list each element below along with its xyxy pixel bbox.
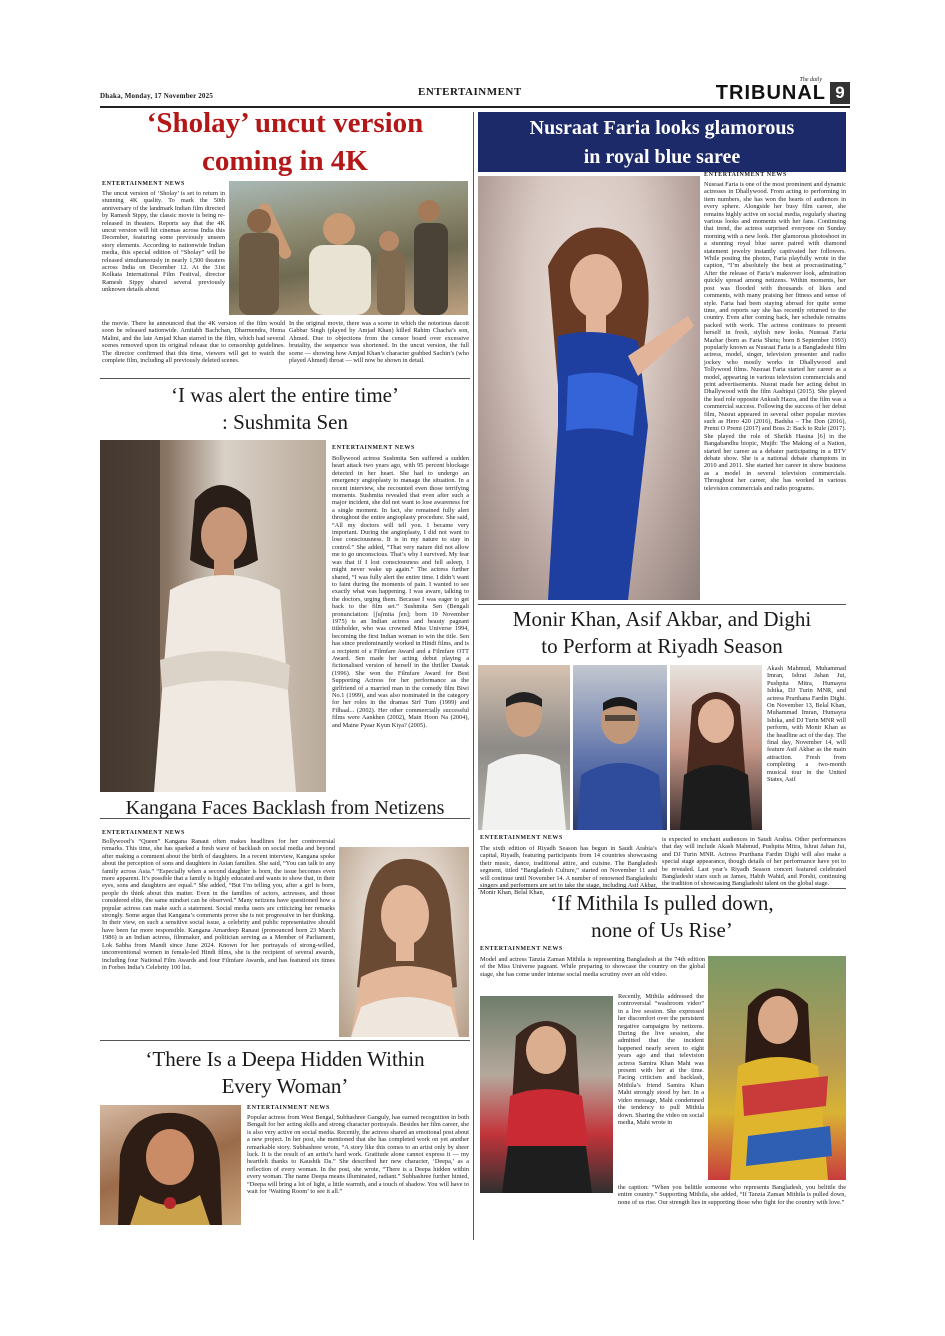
nusraat-body: Nusraat Faria is one of the most prominent and dynamic actresses in Dhallywood. From acting to performing in item numbers, she has won the hearts of audiences in every sphere. Alongside her busy film career, she remains highly active on social media, regularly sharing various looks and moments with her fans. Continuing that trend, the actress surprised everyone on Sunday morning with a new look. Her glamorous photoshoot in a stunning royal blue saree paired with diamond statement jewelry instantly captivated her followers. While posting the photos, Faria playfully wrote in the caption, “I’m absolutely the best at procrastinating.” After the release of Faria’s makeover look, admiration quickly spread among netizens. Within moments, her post was flooded with thousands of likes and comments, with many praising her fitness and sense of style. Faria had been staying abroad for quite some time, and reports say she has recently returned to the country. Even after coming back, her schedule remains packed with work. The actress continues to present herself in fresh, stylish new looks. Nusraat Faria Mazhar (born as Faria Shetu; born 8 September 1993) popularly known as Nusraat Faria is a Bangladeshi film actress, model, singer, television presenter and radio jockey who mostly works in Dhallywood and Tollywood films. Nusraat Faria started her career as a model, appearing in various television commercials and print advertisements. Nusrat made her acting debut in Dhallywood with the film Aashiqui (2015). She played the lead role opposite Ankush Hazra, and the film was a commercial success. Following the success of her debut film, Nusrat appeared in several other popular movies such as Hero 420 (2016), Badsha – The Don (2016), Premi O Premi (2017) and Boss 2: Back to Rule (2017). She played the role of Sheikh Hasina [6] in the Bangabandhu biopic, Mujib: The Making of a Nation, started her career as a debater participating in a BTV debate show. She is a national debate champions in 2010 and 2011. She started her career in show business as a model in several television commercials. Throughout her career, she has worked in various television commercials and radio programs. <box>704 181 846 492</box>
mithila-headline <box>478 890 846 944</box>
sholay-body-left: The uncut version of ‘Sholay’ is set to return in stunning 4K quality. To mark the 50th anniversary of the landmark Indian film directed by Ramesh Sippy, the classic movie is being re-released in theaters. Reports say that the 4K uncut version will hit cinemas across India this December, featuring some previously unseen story elements. According to nationwide Indian media, this special edition of “Sholay” will be released simultaneously in nearly 1,500 theaters across India on December 12. At the 31st Kolkata International Film Festival, director Ramesh Sippy shared several previously unknown details about <box>102 190 225 294</box>
dighi-photo <box>670 665 762 830</box>
sholay-headline <box>100 104 470 180</box>
riyadh-headline-line-2: to Perform at Riyadh Season <box>541 634 783 658</box>
sushmita-headline-line-1: ‘I was alert the entire time’ <box>171 383 399 407</box>
sholay-body-right: In the original movie, there was a scene in which the notorious dacoit Gabbar Singh (played by Amjad Khan) killed Rahim Chacha’s son, Ahmed. Due to objections from the censor board over excessive brutality, the sequence was shortened. In the uncut version, the full scene — showing how Amjad Khan’s character grabbed Sachin’s (who played Ahmed) throat — will now be shown in detail. <box>289 320 469 365</box>
deepa-kicker: ENTERTAINMENT NEWS <box>247 1105 330 1111</box>
mithila-body-bottom: the caption: “When you belittle someone who represents Bangladesh, you belittle the entire country.” Supporting Mithila, she added, “If Tanzia Zaman Mithila is pulled down, none of us rise. Our strength lies in supporting those who fight for the country with love.” <box>618 1184 846 1206</box>
kangana-headline: Kangana Faces Backlash from Netizens <box>125 797 445 819</box>
sholay-kicker: ENTERTAINMENT NEWS <box>102 181 185 187</box>
dighi-figure <box>670 665 762 830</box>
kangana-photo-figure <box>339 847 469 1037</box>
monir-khan-figure <box>478 665 570 830</box>
nusraat-headline <box>478 112 846 172</box>
riyadh-kicker: ENTERTAINMENT NEWS <box>480 835 563 841</box>
asif-akbar-photo <box>573 665 667 830</box>
sushmita-body: Bollywood actress Sushmita Sen suffered a sudden heart attack two years ago, with 95 percent blockage detected in her heart. She had to undergo an emergency angioplasty to manage the situation. In a recent interview, she recounted even those terrifying moments. Sushmita revealed that even after such a major incident, she did not want to lose awareness for a single moment. In fact, she remained fully alert throughout the entire angioplasty procedure. She said, “All my doctors will tell you. I became very important. During the angioplasty, I did not want to lose consciousness. It is in my nature to stay in control.” She added, “That very nature did not allow me to go unconscious. That’s why I survived. My fear was that if I lost consciousness and fell asleep, I might never wake up again.” The actress further shared, “I was fully alert the entire time. I didn’t want to faint during the moments of pain. I wanted to see exactly what was happening. I was aware, talking to the doctors, urging them. Because I was eager to get back to the film set.” Sushmita Sen (Bengali pronunciation: [ʃuʃmita ʃen]; born 19 November 1975) is an Indian actress and beauty pageant titleholder, who was crowned Miss Universe 1994, becoming the first Indian woman to win the title. Sen has since predominantly worked in Hindi films, and is a recipient of a Filmfare Award and a Filmfare OTT Award. Sen made her acting debut playing a fictionalised version of herself in the thriller Dastak (1996). She won the Filmfare Award for Best Supporting Actress for her performance as the girlfriend of a married man in the comedy film Biwi No.1 (1999), and was also nominated in the category for her roles in the dramas Sirf Tum (1999) and Filhaal... (2002). Her other commercially successful films were Aankhen (2002), Main Hoon Na (2004), and Maine Pyaar Kyun Kiya? (2005). <box>332 455 469 729</box>
section-title: ENTERTAINMENT <box>418 86 522 98</box>
nusraat-photo <box>478 176 700 600</box>
mithila-figure-1 <box>480 996 613 1193</box>
kangana-kicker: ENTERTAINMENT NEWS <box>102 830 185 836</box>
brand-logo <box>715 77 850 104</box>
mithila-body-mid: Recently, Mithila addressed the controversial “washroom video” in a live session. She expressed her discomfort over the persistent negative campaigns by netizens. During the live session, she admitted that the incident happened nearly seven to eight years ago and that television actress Samira Khan Mahi was present with her at the time. Facing criticism and backlash, Mithila’s friend Samira Khan Mahi strongly stood by her. In a video message, Mahi condemned the tendency to pull Mithila down. Sharing the video on social media, Mahi wrote in <box>618 993 704 1126</box>
kangana-body: Bollywood’s “Queen” Kangana Ranaut often makes headlines for her controversial remarks. This time, she has sparked a fresh wave of backlash on social media and beyond after making a comment about the birth of daughters. In a recent interview, Kangana spoke about the perception of sons and daughters in Asian families. She said, “You can talk to any family across Asia.” “Especially when a second daughter is born, the issue becomes even more apparent. It’s possible that a family is highly educated and wants to show that, in their eyes, sons and daughters are equal.” She added, “But I’m telling you, after a girl is born, people do think about this matter. Even in the families of actors, actresses, and those considered elite, the same mindset can be observed.” Many netizens have questioned how a popular actress can make such a statement. Social media users are criticizing her remarks strongly. Some argue that Kangana’s comments prove she is not progressive in her thinking. In their view, on such a sensitive social issue, a celebrity and public representative should have been far more responsible. Kangana Amardeep Ranaut (pronounced born 23 March 1986) is an Indian actress, filmmaker, and politician serving as a Member of Parliament, Lok Sabha from Mandi since June 2024. Known for her portrayals of strong-willed, unconventional women in female-led Hindi films, she is the recipient of several awards, including four National Film Awards and four Filmfare Awards, and has featured six times in Forbes India’s Celebrity 100 list. <box>102 838 335 971</box>
riyadh-body-left: The sixth edition of Riyadh Season has begun in Saudi Arabia’s capital, Riyadh, featuring participants from 14 countries showcasing their music, dance, traditional attire, and cuisine. The Bangladesh segment, titled “Bangladesh Culture,” started on November 11 and will continue until November 14. A number of renowned Bangladeshi singers and performers are set to take the stage, including Asif Akbar, Monir Khan, Belal Khan, <box>480 845 657 897</box>
sushmita-photo <box>100 440 326 792</box>
riyadh-body-bottom: is expected to enchant audiences in Saudi Arabia. Other performances that day will include Akash Mahmud, Pushpita Mitra, Ishrat Jahan Jui, and DJ Turin MNR. Actress Prarthana Fardin Dighi will also make a special stage appearance, though details of her performance have yet to be revealed. Last year’s Riyadh Season concert featured celebrated Bangladeshi stars such as James, Habib Wahid, and Porshi, continuing the tradition of showcasing Bangladeshi talent on the global stage. <box>662 836 846 888</box>
sholay-photo <box>229 181 468 315</box>
sushmita-headline <box>100 382 470 436</box>
mithila-figure-2 <box>708 956 846 1180</box>
brand-name: TRIBUNAL <box>715 82 826 104</box>
nusraat-headline-line-1: Nusraat Faria looks glamorous <box>529 117 795 139</box>
section-divider <box>478 604 846 605</box>
section-divider <box>100 378 470 379</box>
deepa-body: Popular actress from West Bengal, Subhashree Ganguly, has earned recognition in both Bengali for her acting skills and strong character portrayals. Besides her film career, she is also very active on social media. Recently, the actress shared an emotional post about a new project. In her post, she mentioned that she has completed work on yet another remarkable story. Subhashree wrote, “A story like this comes to an artist only by sheer luck. It is the result of an artist’s hard work. Gratitude alone cannot express it — my heartfelt thanks to Kaushik Da.” She described her new character, ‘Deepa,’ as a reflection of every woman. In the post, she wrote, “There is a Deepa hidden within every woman. The name Deepa means illuminated, radiant.” Subhashree further hinted, “Deepa will bring a lot of light, a little warmth, and a touch of shadow. You will have to wait for ‘Waiting Room’ to see it all.” <box>247 1114 469 1196</box>
mithila-photo-saree <box>708 956 846 1180</box>
deepa-headline-line-1: ‘There Is a Deepa Hidden Within <box>145 1047 425 1071</box>
sholay-headline-line-2: coming in 4K <box>202 145 368 177</box>
asif-akbar-figure <box>573 665 667 830</box>
dateline: Dhaka, Monday, 17 November 2025 <box>100 92 214 100</box>
mithila-headline-line-2: none of Us Rise’ <box>591 918 733 942</box>
mithila-body-top: Model and actress Tanzia Zaman Mithila is representing Bangladesh at the 74th edition of the Miss Universe pageant. While preparing to showcase the country on the global stage, she has come under intense social media scrutiny over an old video. <box>480 956 705 978</box>
riyadh-body-right: Akash Mahmud, Muhammad Imran, Ishrat Jahan Jui, Pushpita Mitra, Humayra Ishika, DJ Turin MNR, and actress Prarthana Fardin Dighi. On November 13, Belal Khan, Muhammad Imran, Humayra Ishika, and DJ Turin MNR will perform, with Monir Khan as the headline act of the day. The final day, November 14, will feature Asif Akbar as the main attraction. Fresh from completing a two-month musical tour in the United States, Asif <box>767 665 846 784</box>
mithila-headline-line-1: ‘If Mithila Is pulled down, <box>550 891 774 915</box>
mithila-photo-red-top <box>480 996 613 1193</box>
sholay-headline-line-1: ‘Sholay’ uncut version <box>146 107 424 139</box>
section-divider <box>100 1040 470 1041</box>
page-number: 9 <box>830 82 850 104</box>
sholay-photo-figures <box>229 181 468 315</box>
kangana-photo <box>339 847 469 1037</box>
deepa-headline <box>100 1046 470 1100</box>
brand-tagline: The daily <box>799 77 822 83</box>
nusraat-kicker: ENTERTAINMENT NEWS <box>704 172 787 178</box>
riyadh-headline <box>478 606 846 660</box>
deepa-headline-line-2: Every Woman’ <box>221 1074 349 1098</box>
nusraat-headline-line-2: in royal blue saree <box>583 146 741 168</box>
riyadh-headline-line-1: Monir Khan, Asif Akbar, and Dighi <box>512 607 812 631</box>
column-divider <box>473 112 474 1240</box>
deepa-photo <box>100 1105 241 1225</box>
nusraat-photo-figure <box>478 176 700 600</box>
mithila-kicker: ENTERTAINMENT NEWS <box>480 946 563 952</box>
sushmita-photo-figure <box>100 440 326 792</box>
sholay-body-bottom: the movie. There he announced that the 4K version of the film would soon be released nationwide. Amitabh Bachchan, Dharmendra, Hema Malini, and the late Amjad Khan starred in the film, which had several scenes removed upon its original release due to censorship guidelines. The director confirmed that this time, viewers will get to watch the complete film, including all previously deleted scenes. <box>102 320 285 365</box>
sushmita-kicker: ENTERTAINMENT NEWS <box>332 445 415 451</box>
monir-khan-photo <box>478 665 570 830</box>
deepa-photo-figure <box>100 1105 241 1225</box>
sushmita-headline-line-2: : Sushmita Sen <box>221 410 348 434</box>
